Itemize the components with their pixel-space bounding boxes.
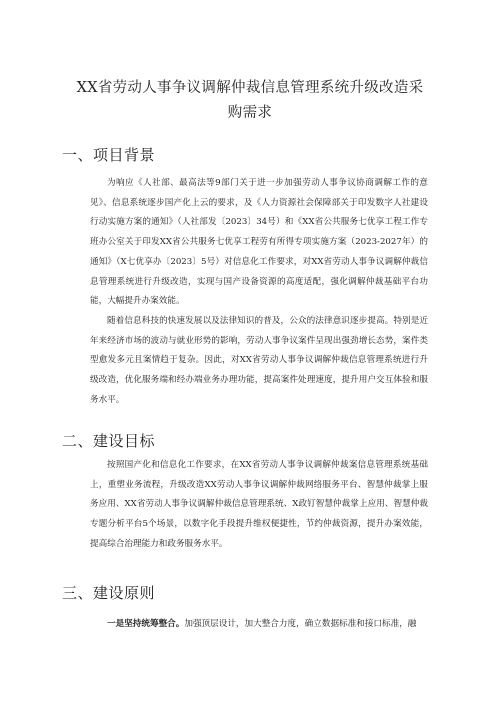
section-heading-background: 一、项目背景 (62, 146, 156, 164)
principle-lead: 一是坚持统筹整合。 (107, 619, 185, 629)
section-heading-goals: 二、建设目标 (62, 432, 156, 450)
principle-text: 加强顶层设计，加大整合力度，确立数据标准和接口标准，融 (184, 619, 417, 629)
goals-paragraph: 按照国产化和信息化工作要求，在XX省劳动人事争议调解仲裁案信息管理系统基础上，重塑业务流程，升级改造XX劳动人事争议调解仲裁网络服务平台、智慧仲裁掌上服务应用、XX省劳动人事争议调解仲裁信息管理系统、X政钉智慧仲裁掌上应用、智慧仲裁专题分析平台5个场景，以数字化手段提升维权便捷性，节约仲裁资源，提升办案效能，提高综合治理能力和政务服务水平。 (90, 460, 428, 549)
background-paragraph-1: 为响应《人社部、最高法等9部门关于进一步加强劳动人事争议协商调解工作的意见》、信息系统逐步国产化上云的要求，及《人力资源社会保障部关于印发数字人社建设行动实施方案的通知》（人社部发〔2023〕34号）和《XX省公共服务七优享工程工作专班办公室关于印发XX省公共服务七优享工程劳有所得专项实施方案（2023-2027年）的通知》（X七优享办〔2023〕5号）对信息化工作要求，对XX省劳动人事争议调解仲裁信息管理系统进行升级改造，实现与国产设备资源的高度适配，强化调解仲裁基础平台功能，大幅提升办案效能。 (90, 178, 428, 307)
document-title: XX省劳动人事争议调解仲裁信息管理系统升级改造采购需求 (76, 80, 424, 121)
principle-paragraph (90, 615, 428, 635)
background-paragraph-2: 随着信息科技的快速发展以及法律知识的普及，公众的法律意识逐步提高。特别是近年来经济市场的波动与就业形势的影响，劳动人事争议案件呈现出强劲增长态势，案件类型愈发多元且案情趋于复杂。因此，对XX省劳动人事争议调解仲裁信息管理系统进行升级改造，优化服务端和经办端业务办理功能，提高案件处理速度，提升用户交互体验和服务水平。 (90, 316, 428, 405)
section-heading-principles: 三、建设原则 (62, 584, 156, 602)
